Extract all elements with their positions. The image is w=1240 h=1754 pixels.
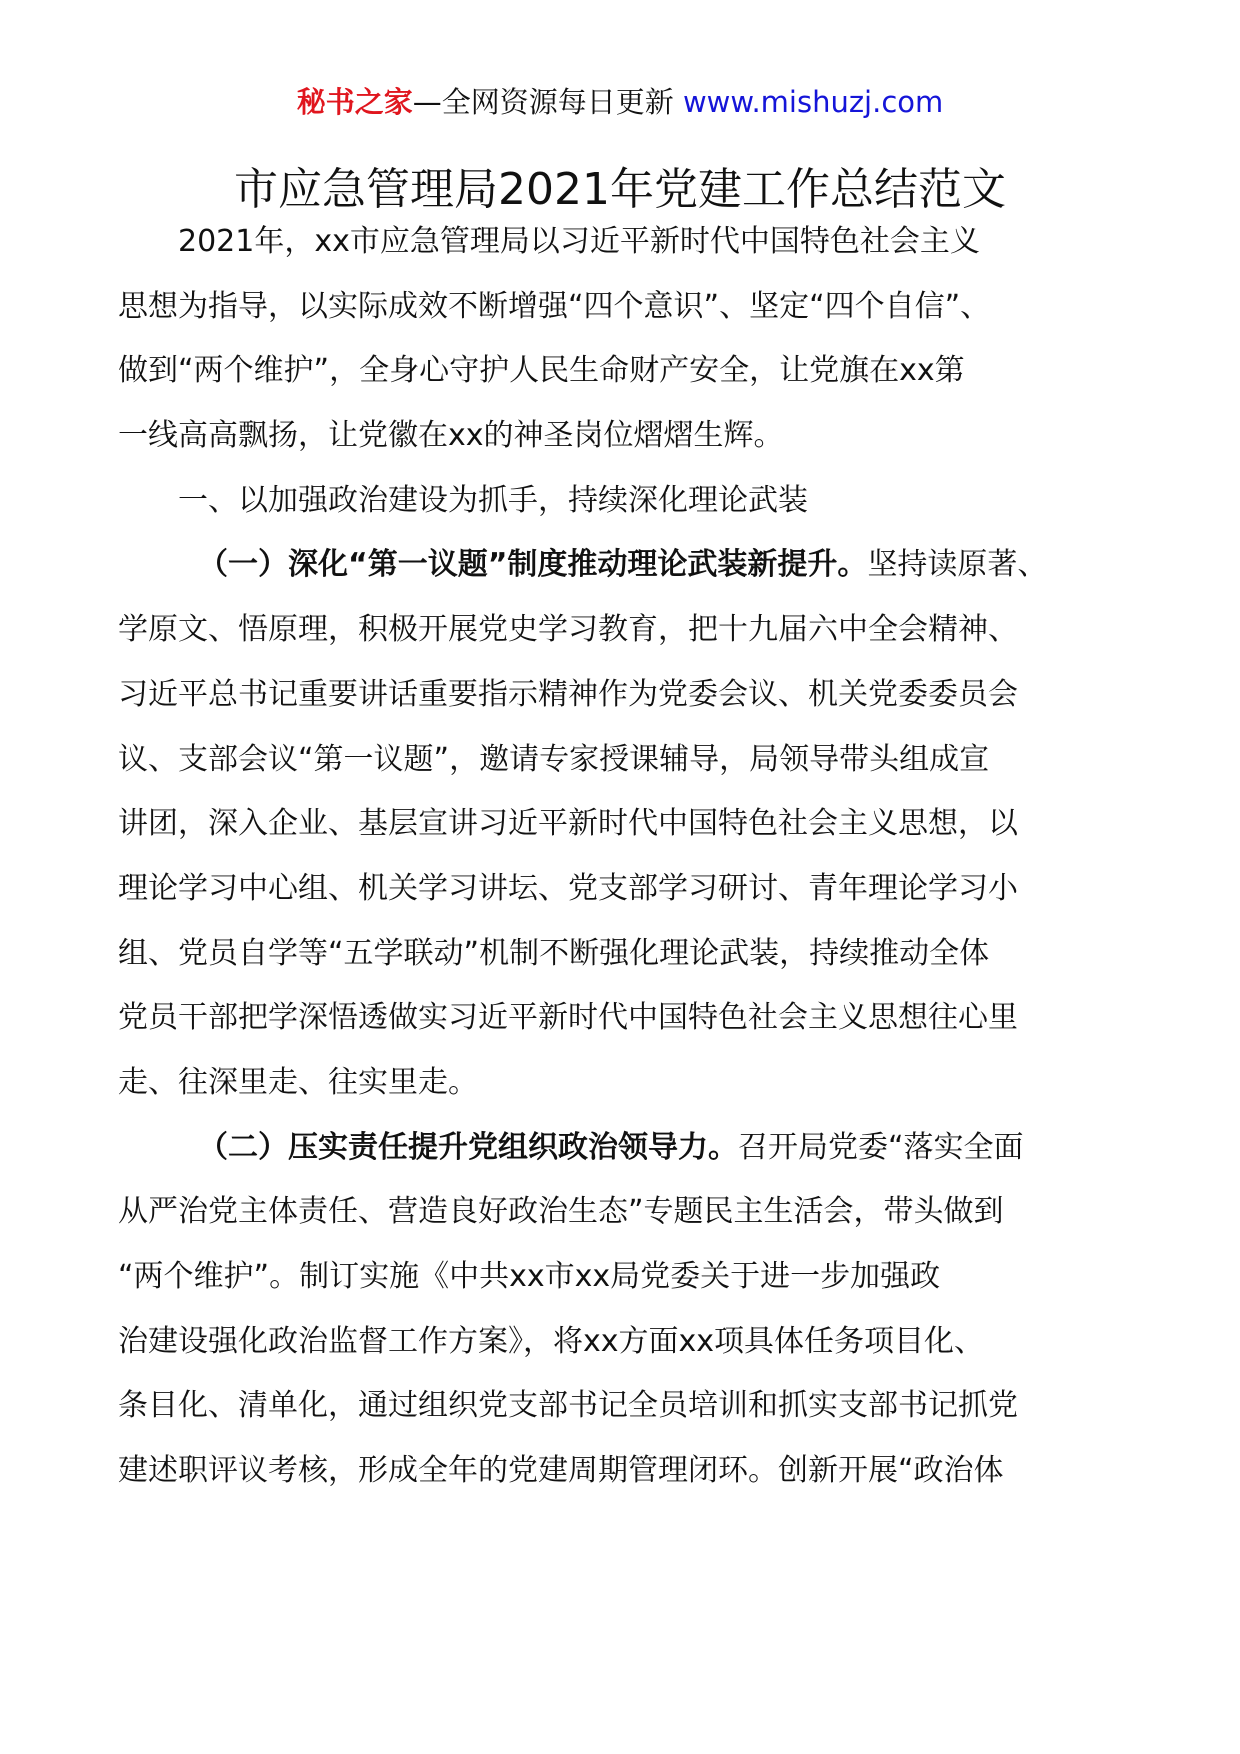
- paragraph-line: 习近平总书记重要讲话重要指示精神作为党委会议、机关党委委员会: [118, 676, 1018, 712]
- header-tagline: —全网资源每日更新: [412, 85, 674, 119]
- paragraph-line: 做到“两个维护”，全身心守护人民生命财产安全，让党旗在xx第: [118, 353, 965, 389]
- subsection-heading: （二）压实责任提升党组织政治领导力。: [198, 1129, 738, 1165]
- paragraph-line: 治建设强化政治监督工作方案》，将xx方面xx项具体任务项目化、: [118, 1323, 985, 1359]
- subsection-line: [118, 533, 1128, 598]
- subsection-heading: （一）深化“第一议题”制度推动理论武装新提升。: [198, 547, 868, 583]
- paragraph-line: 从严治党主体责任、营造良好政治生态”专题民主生活会，带头做到: [118, 1194, 1004, 1230]
- paragraph-line: 建述职评议考核，形成全年的党建周期管理闭环。创新开展“政治体: [118, 1453, 1004, 1489]
- watermark-header: [0, 82, 1240, 122]
- section-heading: 一、以加强政治建设为抓手，持续深化理论武装: [178, 482, 808, 518]
- site-url[interactable]: www.mishuzj.com: [682, 85, 944, 119]
- paragraph-line: 一线高高飘扬，让党徽在xx的神圣岗位熠熠生辉。: [118, 418, 784, 454]
- paragraph-line: 走、往深里走、往实里走。: [118, 1064, 478, 1100]
- document-body: [118, 210, 1128, 1504]
- paragraph-line: 讲团，深入企业、基层宣讲习近平新时代中国特色社会主义思想，以: [118, 806, 1018, 842]
- paragraph-text: 坚持读原著、: [867, 547, 1048, 583]
- document-title: 市应急管理局2021年党建工作总结范文: [234, 164, 1006, 215]
- paragraph-line: “两个维护”。制订实施《中共xx市xx局党委关于进一步加强政: [118, 1259, 941, 1294]
- paragraph-line: 2021年，xx市应急管理局以习近平新时代中国特色社会主义: [178, 224, 980, 259]
- subsection-line: [118, 1116, 1128, 1181]
- paragraph-line: 学原文、悟原理，积极开展党史学习教育，把十九届六中全会精神、: [118, 612, 1018, 648]
- paragraph-line: 条目化、清单化，通过组织党支部书记全员培训和抓实支部书记抓党: [118, 1388, 1018, 1424]
- paragraph-line: 议、支部会议“第一议题”，邀请专家授课辅导，局领导带头组成宣: [118, 741, 990, 777]
- brand-name: 秘书之家: [296, 85, 413, 119]
- paragraph-line: 组、党员自学等“五学联动”机制不断强化理论武装，持续推动全体: [118, 935, 990, 971]
- paragraph-text: 召开局党委“落实全面: [738, 1129, 1024, 1165]
- paragraph-line: 思想为指导，以实际成效不断增强“四个意识”、坚定“四个自信”、: [118, 288, 991, 324]
- paragraph-line: 理论学习中心组、机关学习讲坛、党支部学习研讨、青年理论学习小: [118, 870, 1018, 906]
- paragraph-line: 党员干部把学深悟透做实习近平新时代中国特色社会主义思想往心里: [118, 1000, 1018, 1036]
